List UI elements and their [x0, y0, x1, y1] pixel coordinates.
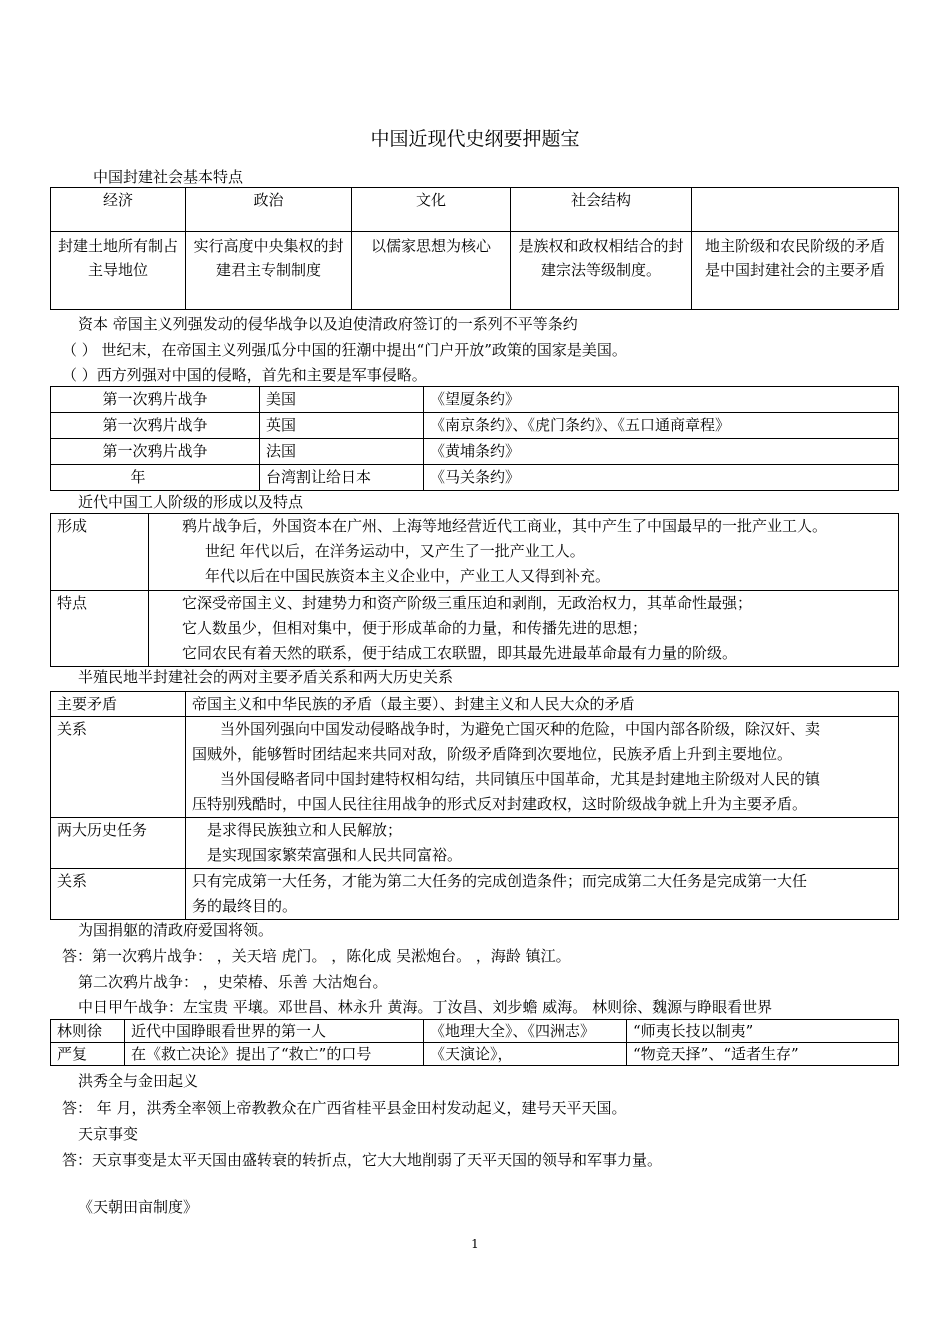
capital-line: 资本 帝国主义列强发动的侵华战争以及迫使清政府签订的一系列不平等条约: [78, 315, 578, 333]
tasks-relation-label: 关系: [51, 869, 186, 920]
feature-line: 它同农民有着天然的联系，便于结成工农联盟，即其最先进最革命最有力量的阶级。: [182, 644, 738, 662]
cell-culture: 以儒家思想为核心: [352, 232, 511, 310]
generals-answer-3: 中日甲午战争：左宝贵 平壤。邓世昌、林永升 黄海。丁汝昌、刘步蟾 威海。 林则徐、魏源与睁眼看世界: [78, 998, 773, 1016]
treaty-country: 台湾割让给日本: [260, 465, 424, 491]
feature-line: 它人数虽少，但相对集中，便于形成革命的力量，和传播先进的思想；: [182, 619, 648, 637]
jintian-heading: 洪秀全与金田起义: [78, 1072, 199, 1090]
treaty-name: 《南京条约》、《虎门条约》、《五口通商章程》: [424, 413, 899, 439]
feature-label: 特点: [51, 591, 149, 667]
jintian-answer: 答： 年 月，洪秀全率领上帝教教众在广西省桂平县金田村发动起义，建号天平天国。: [62, 1099, 627, 1117]
military-line: （ ）西方列强对中国的侵略，首先和主要是军事侵略。: [62, 366, 427, 384]
treaty-country: 法国: [260, 439, 424, 465]
feature-line: 它深受帝国主义、封建势力和资产阶级三重压迫和剥削，无政治权力，其革命性最强；: [182, 594, 753, 612]
treaty-war: 第一次鸦片战争: [51, 387, 260, 413]
thinker-name: 严复: [51, 1043, 125, 1066]
relation-label: 关系: [51, 717, 186, 818]
thinker-role: 近代中国睁眼看世界的第一人: [125, 1020, 424, 1043]
contradiction-heading: 半殖民地半封建社会的两对主要矛盾关系和两大历史关系: [78, 668, 454, 686]
page-title: 中国近现代史纲要押题宝: [370, 128, 580, 150]
main-contradiction-text: 帝国主义和中华民族的矛盾（最主要）、封建主义和人民大众的矛盾: [186, 692, 899, 717]
thinker-slogan: “物竞天择”、“适者生存”: [627, 1043, 899, 1066]
relation-line: 国贼外，能够暂时团结起来共同对敌，阶级矛盾降到次要地位，民族矛盾上升到主要地位。: [192, 745, 793, 763]
thinker-works: 《地理大全》、《四洲志》: [424, 1020, 627, 1043]
working-class-table: [50, 513, 899, 667]
thinker-role: 在《救亡决论》提出了“救亡”的口号: [125, 1043, 424, 1066]
tianjing-heading: 天京事变: [78, 1125, 139, 1143]
thinkers-table: [50, 1019, 899, 1066]
formation-line: 鸦片战争后，外国资本在广州、上海等地经营近代工商业，其中产生了中国最早的一批产业工人。: [182, 517, 828, 535]
feudal-heading: 中国封建社会基本特点: [93, 168, 244, 186]
tasks-relation-line: 只有完成第一大任务，才能为第二大任务的完成创造条件；而完成第二大任务是完成第一大任: [192, 872, 808, 890]
treaty-name: 《黄埔条约》: [424, 439, 899, 465]
cell-politics: 实行高度中央集权的封建君主专制制度: [186, 232, 352, 310]
tasks-relation-line: 务的最终目的。: [192, 897, 298, 915]
thinker-name: 林则徐: [51, 1020, 125, 1043]
header-politics: 政治: [186, 188, 352, 232]
tasks-label: 两大历史任务: [51, 818, 186, 869]
generals-answer-2: 第二次鸦片战争： ，史荣椿、乐善 大沽炮台。: [78, 973, 388, 991]
formation-line: 世纪 年代以后，在洋务运动中，又产生了一批产业工人。: [205, 542, 585, 560]
cell-social-structure: 是族权和政权相结合的封建宗法等级制度。: [511, 232, 692, 310]
tianjing-answer: 答：天京事变是太平天国由盛转衰的转折点，它大大地削弱了天平天国的领导和军事力量。: [62, 1151, 663, 1169]
open-door-line: （ ） 世纪末，在帝国主义列强瓜分中国的狂潮中提出“门户开放”政策的国家是美国。: [62, 341, 627, 359]
working-class-heading: 近代中国工人阶级的形成以及特点: [78, 493, 304, 511]
relation-line: 当外国侵略者同中国封建特权相勾结，共同镇压中国革命，尤其是封建地主阶级对人民的镇: [220, 770, 821, 788]
header-culture: 文化: [352, 188, 511, 232]
treaty-name: 《马关条约》: [424, 465, 899, 491]
page-number: 1: [471, 1237, 479, 1251]
land-system-heading: 《天朝田亩制度》: [78, 1198, 199, 1216]
relation-line: 压特别残酷时，中国人民往往用战争的形式反对封建政权，这时阶级战争就上升为主要矛盾。: [192, 795, 808, 813]
thinker-works: 《天演论》，: [424, 1043, 627, 1066]
task-line: 是求得民族独立和人民解放；: [207, 821, 403, 839]
header-social-structure: 社会结构: [511, 188, 692, 232]
cell-economy: 封建土地所有制占主导地位: [51, 232, 186, 310]
formation-line: 年代以后在中国民族资本主义企业中，产业工人又得到补充。: [205, 567, 611, 585]
treaty-table: [50, 386, 899, 491]
cell-main-contradiction: 地主阶级和农民阶级的矛盾是中国封建社会的主要矛盾: [692, 232, 899, 310]
thinker-slogan: “师夷长技以制夷”: [627, 1020, 899, 1043]
generals-answer-1: 答：第一次鸦片战争： ，关天培 虎门。 ，陈化成 吴淞炮台。 ，海龄 镇江。: [62, 947, 571, 965]
treaty-country: 美国: [260, 387, 424, 413]
generals-heading: 为国捐躯的清政府爱国将领。: [78, 921, 274, 939]
treaty-war: 第一次鸦片战争: [51, 413, 260, 439]
treaty-name: 《望厦条约》: [424, 387, 899, 413]
treaty-war: 年: [51, 465, 260, 491]
treaty-country: 英国: [260, 413, 424, 439]
header-economy: 经济: [51, 188, 186, 232]
formation-label: 形成: [51, 514, 149, 591]
main-contradiction-label: 主要矛盾: [51, 692, 186, 717]
contradiction-table: [50, 691, 899, 920]
feudal-table: [50, 187, 899, 310]
treaty-war: 第一次鸦片战争: [51, 439, 260, 465]
header-blank: [692, 188, 899, 232]
task-line: 是实现国家繁荣富强和人民共同富裕。: [207, 846, 463, 864]
relation-line: 当外国列强向中国发动侵略战争时，为避免亡国灭种的危险，中国内部各阶级，除汉奸、卖: [220, 720, 821, 738]
